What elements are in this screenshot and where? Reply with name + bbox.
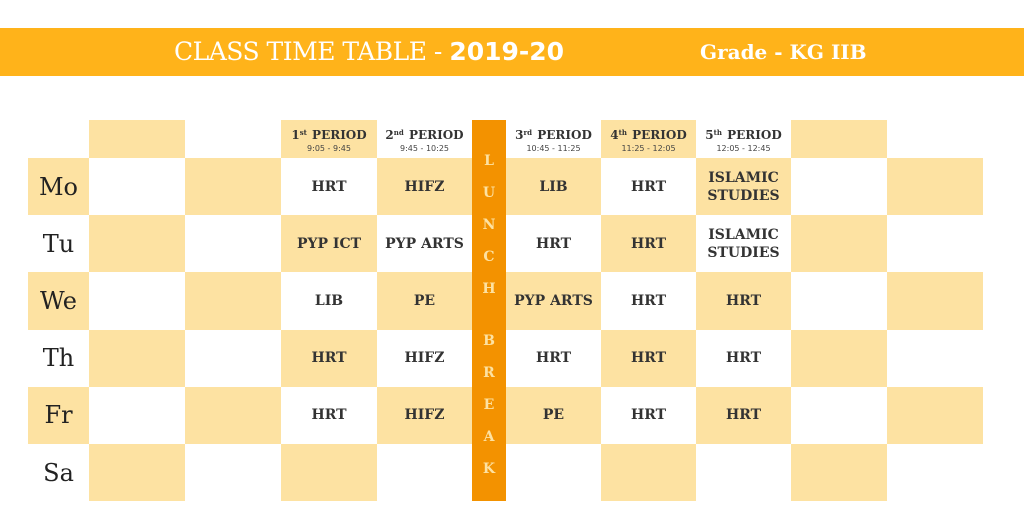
period-title: [291, 125, 366, 143]
period-time: 10:45 - 11:25: [526, 143, 581, 153]
subject-label: HIFZ: [404, 407, 445, 424]
period-label: PERIOD: [722, 127, 782, 142]
subject-label: HRT: [630, 407, 667, 424]
period-ordinal-suffix: rd: [523, 127, 533, 137]
subject-cell: [506, 215, 601, 272]
table-cell: [791, 387, 887, 444]
period-ordinal-suffix: nd: [393, 127, 404, 137]
subject-cell: [506, 158, 601, 215]
lunch-break-column: [472, 120, 506, 501]
subject-label: PYP ARTS: [385, 235, 464, 252]
period-title: [385, 125, 463, 143]
lunch-letter: U: [482, 185, 496, 201]
subject-cell: [601, 387, 696, 444]
subject-cell: [506, 387, 601, 444]
subject-cell: [601, 272, 696, 329]
subject-label: HRT: [630, 350, 667, 367]
subject-label: HRT: [630, 178, 667, 195]
subject-label: HRT: [535, 235, 572, 252]
table-cell: [185, 444, 281, 501]
period-title: [610, 125, 686, 143]
period-header: [377, 120, 472, 158]
period-number: 4: [610, 127, 619, 142]
day-label: Tu: [28, 215, 89, 272]
table-cell: [887, 272, 983, 329]
lunch-letter: L: [484, 153, 494, 169]
day-label: Fr: [28, 387, 89, 444]
title-year: 2019-20: [449, 37, 565, 66]
period-time: 9:45 - 10:25: [400, 143, 449, 153]
subject-cell: [506, 272, 601, 329]
period-ordinal-suffix: st: [299, 127, 307, 137]
table-cell: [791, 158, 887, 215]
subject-cell: [601, 330, 696, 387]
period-title: [515, 125, 592, 143]
table-cell: [89, 272, 185, 329]
day-label: We: [28, 272, 89, 329]
period-label: PERIOD: [404, 127, 464, 142]
subject-label: ISLAMIC STUDIES: [707, 169, 780, 204]
subject-cell: [601, 158, 696, 215]
lunch-letter: E: [483, 397, 495, 413]
day-label: Mo: [28, 158, 89, 215]
period-header: [506, 120, 601, 158]
table-cell: [791, 272, 887, 329]
subject-cell: [281, 215, 377, 272]
table-cell: [89, 444, 185, 501]
subject-label: HRT: [725, 350, 762, 367]
subject-label: HRT: [725, 407, 762, 424]
lunch-letter: N: [482, 217, 496, 233]
period-time: 9:05 - 9:45: [307, 143, 351, 153]
period-header: [696, 120, 791, 158]
subject-label: HIFZ: [404, 178, 445, 195]
period-header: [601, 120, 696, 158]
subject-cell: [377, 330, 472, 387]
subject-label: HRT: [311, 350, 347, 367]
header-cell: [185, 120, 281, 158]
lunch-letter: K: [482, 461, 496, 477]
subject-cell: [696, 215, 791, 272]
lunch-letter: R: [483, 365, 495, 381]
subject-label: HRT: [535, 350, 572, 367]
subject-label: HIFZ: [404, 350, 445, 367]
period-time: 11:25 - 12:05: [621, 143, 676, 153]
day-label: Th: [28, 330, 89, 387]
subject-label: PYP ICT: [296, 235, 362, 252]
subject-label: LIB: [539, 178, 568, 195]
header-cell: [887, 120, 983, 158]
subject-cell: [281, 444, 377, 501]
period-title: [705, 125, 781, 143]
subject-label: HRT: [311, 407, 347, 424]
subject-label: PYP ARTS: [514, 292, 593, 309]
period-header: [281, 120, 377, 158]
subject-cell: [281, 158, 377, 215]
title-prefix: CLASS TIME TABLE -: [174, 37, 450, 66]
table-cell: [887, 158, 983, 215]
table-cell: [887, 444, 983, 501]
subject-cell: [506, 330, 601, 387]
table-cell: [89, 215, 185, 272]
table-cell: [887, 330, 983, 387]
subject-cell: [696, 272, 791, 329]
day-label: Sa: [28, 444, 89, 501]
subject-cell: [281, 330, 377, 387]
subject-cell: [377, 387, 472, 444]
subject-label: LIB: [314, 292, 344, 309]
subject-label: HRT: [630, 235, 667, 252]
table-cell: [185, 215, 281, 272]
subject-cell: [377, 444, 472, 501]
subject-label: PE: [542, 407, 565, 424]
subject-label: HRT: [725, 292, 762, 309]
subject-label: HRT: [630, 292, 667, 309]
subject-cell: [506, 444, 601, 501]
period-number: 5: [705, 127, 714, 142]
subject-label: PE: [413, 292, 436, 309]
lunch-letter: H: [482, 281, 496, 297]
period-number: 2: [385, 127, 394, 142]
table-cell: [185, 272, 281, 329]
page-title: [174, 37, 564, 67]
table-cell: [887, 387, 983, 444]
table-cell: [89, 330, 185, 387]
table-cell: [791, 330, 887, 387]
period-number: 1: [291, 127, 300, 142]
subject-cell: [696, 444, 791, 501]
subject-cell: [696, 387, 791, 444]
subject-cell: [281, 387, 377, 444]
period-ordinal-suffix: th: [618, 127, 627, 137]
table-cell: [791, 215, 887, 272]
table-cell: [185, 387, 281, 444]
subject-cell: [281, 272, 377, 329]
lunch-letter: B: [483, 333, 495, 349]
subject-cell: [696, 158, 791, 215]
subject-label: HRT: [311, 178, 347, 195]
lunch-letter: C: [483, 249, 495, 265]
grade-label: Grade - KG IIB: [700, 40, 867, 64]
table-cell: [89, 387, 185, 444]
period-label: PERIOD: [627, 127, 687, 142]
period-label: PERIOD: [533, 127, 592, 142]
subject-cell: [601, 444, 696, 501]
period-number: 3: [515, 127, 524, 142]
table-cell: [185, 158, 281, 215]
table-cell: [185, 330, 281, 387]
subject-cell: [601, 215, 696, 272]
subject-cell: [377, 272, 472, 329]
subject-cell: [377, 215, 472, 272]
header-cell: [89, 120, 185, 158]
table-cell: [791, 444, 887, 501]
table-cell: [89, 158, 185, 215]
table-cell: [887, 215, 983, 272]
header-cell: [791, 120, 887, 158]
period-label: PERIOD: [307, 127, 367, 142]
period-time: 12:05 - 12:45: [716, 143, 771, 153]
subject-cell: [377, 158, 472, 215]
period-ordinal-suffix: th: [713, 127, 722, 137]
subject-cell: [696, 330, 791, 387]
lunch-letter: A: [483, 429, 495, 445]
subject-label: ISLAMIC STUDIES: [707, 226, 780, 261]
